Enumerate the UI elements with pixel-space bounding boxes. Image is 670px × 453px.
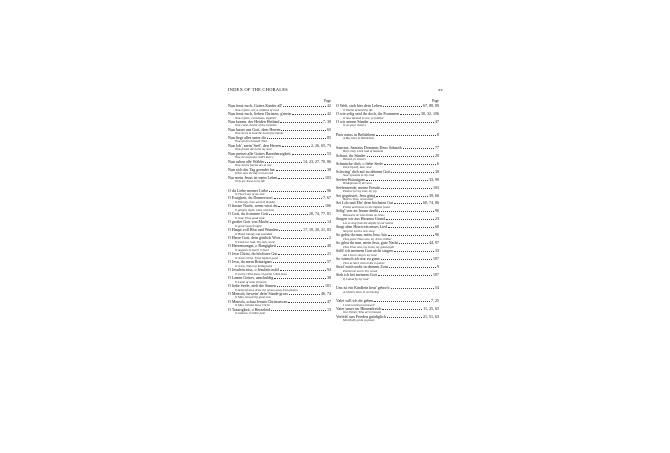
chorale-title: Vater unser im Himmelreich <box>336 305 382 311</box>
chorale-pages: 94 <box>327 267 331 273</box>
leader-dots <box>389 267 436 268</box>
chorale-pages: 7, 67 <box>323 195 331 201</box>
chorale-title: O Jesulein süss, o Jesulein mild <box>228 267 279 273</box>
chorale-translation: A Boy born in Bethlehem <box>343 136 375 141</box>
chorale-entry <box>336 273 439 281</box>
leader-dots <box>399 243 428 244</box>
chorale-translation: Punish me not in Thy wrath <box>343 268 378 273</box>
chorale-translation: Now praise the Lord, my soul <box>235 147 272 152</box>
leader-dots <box>394 203 422 204</box>
leader-dots <box>381 188 432 189</box>
chorale-title: So gehst du nun, mein Jesu, hin <box>336 232 387 238</box>
left-column <box>228 99 331 316</box>
chorale-title: Sei gegrüsset, Jesu gütig <box>336 192 376 198</box>
chorale-translation: Thus at last I wish to die in peace <box>343 260 385 265</box>
chorale-title: Puer natus in Bethlehem <box>336 131 376 137</box>
chorale-title: O wir armen Sünder <box>336 118 369 124</box>
chorale-pages: 53 <box>327 150 331 156</box>
chorale-title: Valet will ich dir geben <box>336 297 374 303</box>
chorale-title: Sanctus, Sanctus Dominus Deus Sabaoth <box>336 144 402 150</box>
page-column-label: Page <box>324 99 331 103</box>
chorale-pages: 7, 25 <box>431 297 439 303</box>
chorale-pages: 107 <box>433 272 439 278</box>
chorale-pages: 77 <box>435 144 439 150</box>
chorale-title: Nun lob', mein' Seel', den Herren <box>228 142 281 148</box>
chorale-translation: Holy, holy, Lord God of Sabaoth <box>343 149 384 154</box>
chorale-pages: 67, 88, 89 <box>423 103 439 108</box>
chorale-title: O großer Gott von Macht <box>228 219 269 225</box>
chorale-title: Nun komm, der Heiden Heiland <box>228 118 280 124</box>
chorale-translation: Let us sing from the depths of our hearts <box>343 220 394 225</box>
chorale-pages: 20, 74, 77, 81 <box>309 211 331 217</box>
chorale-pages: 106 <box>325 203 331 209</box>
leader-dots <box>288 302 326 303</box>
leader-dots <box>292 114 326 115</box>
chorale-translation: O sweet Child Jesus, O gentle Child Jesus <box>235 271 288 276</box>
chorale-translation: Our Father, Who art in heaven <box>343 310 382 315</box>
chorale-title: So gibst du nun, mein Jesu, gute Nacht <box>336 240 399 246</box>
chorale-pages: 11, 25, 65 <box>423 305 439 311</box>
leader-dots <box>394 251 434 252</box>
chorale-title: Sei Lob und Ehr' dem höchsten Gut <box>336 200 394 206</box>
leader-dots <box>366 180 428 181</box>
chorale-title: O Ewigkeit, du Donnerwort <box>228 195 273 201</box>
leader-dots <box>382 309 422 310</box>
leader-dots <box>386 219 434 220</box>
chorale-pages: 47 <box>435 118 439 124</box>
leader-dots <box>271 310 326 311</box>
chorale-title: O Herzensangst, o Bangigkeit <box>228 243 276 249</box>
chorale-title: O du Liebe meiner Liebe <box>228 187 269 193</box>
leader-dots <box>280 270 326 271</box>
chorale-entry <box>228 308 331 316</box>
chorale-translation: O World, behold thy life <box>343 107 373 112</box>
leader-dots <box>292 154 326 155</box>
leader-dots <box>388 235 434 236</box>
chorale-translation: Am I not to sing to my God <box>343 252 377 257</box>
chorale-title: Nur mein Jesus ist mein Leben <box>228 174 278 180</box>
chorale-translation: I wish to bid you farewell <box>343 302 375 307</box>
chorale-title: Uns ist ein Kindlein heut' gebor'n <box>336 285 390 291</box>
chorale-translation: O Man, bewail thy great sins <box>235 295 271 300</box>
chorale-title: Nun sich der Tag geendet hat <box>228 166 275 172</box>
chorale-pages: 7, 30 <box>323 118 331 124</box>
chorale-title: Seelenweide, meine Freude <box>336 184 381 190</box>
chorale-translation: O Jesus, Thou my bridegroom <box>235 263 273 268</box>
leader-dots <box>279 230 302 231</box>
leader-dots <box>381 259 432 260</box>
chorale-pages: 44, 97 <box>429 240 439 246</box>
leader-dots <box>282 146 310 147</box>
chorale-translation: Mercifully grant us peace <box>343 318 375 323</box>
leader-dots <box>400 114 420 115</box>
chorale-pages: 39, 66 <box>429 192 439 198</box>
chorale-translation: Now let all praise God's mercy <box>235 155 274 160</box>
chorale-title: Seelen-Bräutigam <box>336 176 365 182</box>
chorale-title: Schwing' dich auf zu deinem Gott <box>336 168 391 174</box>
leader-dots <box>277 246 326 247</box>
leader-dots <box>289 294 320 295</box>
chorale-translation: O beloved soul, draw thy senses away from desires <box>235 287 298 292</box>
chorale-translation: O sadness, O bitter pain <box>235 311 266 316</box>
chorale-title: O Jesu Christ, du höchstes Gut <box>228 251 278 257</box>
chorale-title: Nun lasset uns Gott, dem Herren <box>228 126 281 132</box>
chorale-pages: 65 <box>327 126 331 132</box>
chorale-title: Straf' mich nicht in deinem Zorn <box>336 264 389 270</box>
leader-dots <box>283 106 326 107</box>
chorale-pages: 42 <box>327 103 331 108</box>
leader-dots <box>278 254 326 255</box>
chorale-pages: 30, 32, 106 <box>421 110 439 116</box>
chorale-pages: 8 <box>437 131 439 137</box>
chorale-pages: 57 <box>327 259 331 265</box>
chorale-title: Schaut, ihr Sünder <box>336 152 366 158</box>
chorale-translation: O great God of might <box>235 223 262 228</box>
chorale-translation: Hail to Thee, Jesus kind <box>343 197 373 202</box>
leader-dots <box>387 317 422 318</box>
chorale-title: So wünsch ich mir zu guter <box>336 256 380 262</box>
chorale-translation: O Lord our God, Thy holy word <box>235 239 275 244</box>
chorale-pages: 30 <box>435 168 439 174</box>
chorale-translation: Only my Jesus is my life <box>235 179 265 184</box>
leader-dots <box>391 172 434 173</box>
chorale-pages: 107 <box>433 256 439 262</box>
chorale-pages: 21, 51, 63 <box>423 313 439 319</box>
chorale-translation: Now let us to God the Lord give thanks <box>235 131 284 136</box>
chorale-title: O Lamm Gottes, unschuldig <box>228 275 274 281</box>
chorale-translation: O Eternity, thou word of thunder <box>235 200 276 205</box>
chorale-pages: 46, 74 <box>321 290 331 296</box>
chorale-pages: 40 <box>327 243 331 249</box>
chorale-translation: O we poor sinners <box>343 123 366 128</box>
chorale-pages: 33, 99 <box>429 176 439 182</box>
chorale-pages: 23 <box>435 216 439 222</box>
chorale-translation: A Child is born to us this day <box>343 289 380 294</box>
leader-dots <box>367 156 434 157</box>
chorale-title: Selig! wer an Jesum denkt <box>336 208 379 214</box>
leader-dots <box>278 206 324 207</box>
leader-dots <box>274 198 322 199</box>
chorale-pages: 38 <box>327 166 331 172</box>
chorale-pages: 17, 18, 20, 21, 83 <box>303 227 331 233</box>
chorale-translation: O Lamb of God, innocent <box>235 279 267 284</box>
chorale-pages: 14, 23, 27, 70, 86 <box>303 158 331 164</box>
chorale-title: Schmücke dich, o liebe Seele <box>336 160 383 166</box>
chorale-title: O finstre Nacht, wenn wirst du <box>228 203 278 209</box>
chorale-translation: Bridegroom of the soul <box>343 181 372 186</box>
leader-dots <box>267 138 326 139</box>
chorale-pages: 2, 26, 65, 73 <box>311 142 331 148</box>
leader-dots <box>376 135 436 136</box>
chorale-translation: Blessed is he who thinks on Jesus <box>343 212 385 217</box>
chorale-entry <box>336 120 439 128</box>
chorale-pages: 21 <box>327 251 331 257</box>
leader-dots <box>379 211 434 212</box>
leader-dots <box>374 301 430 302</box>
chorale-title: Verleih' uns Frieden gnädiglich <box>336 313 386 319</box>
chorale-pages: 42 <box>327 110 331 116</box>
chorale-translation: Now all the forests are at rest <box>235 163 272 168</box>
chorale-title: O Mensch, schau Jesum Christum an <box>228 298 288 304</box>
chorale-title: O Traurigkeit, o Herzeleid <box>228 306 271 312</box>
chorale-title: Singt dem Herrn ein neues Lied <box>336 224 387 230</box>
chorale-title: O Herre Gott, dein göttlich Wort <box>228 235 281 241</box>
chorale-translation: Behold, ye sinners <box>343 157 366 162</box>
chorale-entry <box>228 176 331 184</box>
leader-dots <box>378 275 432 276</box>
chorale-pages: 33 <box>435 248 439 254</box>
chorale-translation: Sing the Lord a new song <box>343 228 375 233</box>
chorale-title: O liebe Seele, zieh die Sinnen <box>228 282 276 288</box>
chorale-title: Sieh ich bei meinem Gott <box>336 272 377 278</box>
chorale-pages: 103 <box>325 174 331 180</box>
leader-dots <box>403 148 434 149</box>
chorale-title: O wie selig seid ihr doch, ihr Frommen <box>336 110 399 116</box>
chorale-pages: 96 <box>435 208 439 214</box>
chorale-pages: 101 <box>325 282 331 288</box>
chorale-title: O Jesu, du mein Bräutigam <box>228 259 272 265</box>
leader-dots <box>270 222 326 223</box>
chorale-title: O Gott, du frommer Gott <box>228 211 269 217</box>
leader-dots <box>276 170 326 171</box>
chorale-translation: Soar upwards to thy God <box>343 173 374 178</box>
chorale-entry <box>336 133 439 141</box>
leader-dots <box>278 178 324 179</box>
chorale-translation: O God, Thou good God <box>235 215 265 220</box>
chorale-pages: 38 <box>327 275 331 281</box>
chorale-title: Nun freut euch, Gottes Kinder all' <box>228 103 283 108</box>
chorale-translation: O Head, bloody and wounded <box>235 231 273 236</box>
chorale-translation: Thus Thou now, my Jesus, my good-night <box>343 244 394 249</box>
chorale-pages: 47 <box>327 298 331 304</box>
chorale-pages: 20 <box>435 152 439 158</box>
chorale-pages: 54 <box>435 285 439 291</box>
chorale-translation: O Jesus Christ, Thou highest good <box>235 255 278 260</box>
chorale-translation: When now the day is at an end <box>235 171 273 176</box>
chorale-pages: 9 <box>437 264 439 270</box>
chorale-translation: O Man, behold Jesus Christ <box>235 303 270 308</box>
leader-dots <box>384 164 436 165</box>
leader-dots <box>281 130 326 131</box>
leader-dots <box>281 238 328 239</box>
chorale-translation: Now all lies beneath Thee <box>235 139 268 144</box>
chorale-entry <box>336 286 439 294</box>
leader-dots <box>391 288 434 289</box>
chorale-pages: 60, 74, 86 <box>423 200 439 206</box>
chorale-title: O Haupt voll Blut und Wunden <box>228 227 279 233</box>
chorale-title: O Mensch, bewein' dein' Sünde gross <box>228 290 288 296</box>
chorale-title: Nun liegt alles unter dir <box>228 134 266 140</box>
chorale-translation: O Thou Love of my love <box>235 192 265 197</box>
leader-dots <box>269 214 308 215</box>
chorale-pages: 96 <box>435 232 439 238</box>
chorale-translation: Pasture for my soul, my joy <box>343 189 377 194</box>
leader-dots <box>280 122 322 123</box>
chorale-translation: Now rejoice, Christians, together <box>235 115 277 120</box>
chorale-pages: 103 <box>433 184 439 190</box>
page-column-label: Page <box>432 99 439 103</box>
leader-dots <box>273 262 326 263</box>
leader-dots <box>370 122 434 123</box>
chorale-translation: Now come, Savior of the Gentiles <box>235 123 277 128</box>
chorale-translation: Praise and honor to the highest Good <box>343 205 390 210</box>
leader-dots <box>274 278 326 279</box>
chorale-translation: Now rejoice, all ye children of God <box>235 107 279 112</box>
chorale-pages: 2 <box>329 235 331 241</box>
right-column <box>336 99 439 323</box>
chorale-translation: O gloomy night, when wilt thou <box>235 207 275 212</box>
page-header <box>228 87 443 92</box>
chorale-title: O Welt, sieh hier dein Leben <box>336 103 382 108</box>
chorale-pages: 60 <box>435 224 439 230</box>
chorale-entry <box>336 315 439 323</box>
page-number: xv <box>438 87 443 92</box>
leader-dots <box>269 191 326 192</box>
leader-dots <box>388 227 434 228</box>
chorale-title: Nun preiset alle Gottes Barmherzigkeit <box>228 150 291 156</box>
leader-dots <box>277 286 324 287</box>
chorale-title: Sollt' ich meinem Gott nicht singen <box>336 248 393 254</box>
chorale-pages: 96 <box>327 187 331 193</box>
chorale-title: Nun ruhen alle Wälder <box>228 158 265 164</box>
leader-dots <box>376 196 428 197</box>
chorale-translation: If I stand by my God <box>343 276 369 281</box>
chorale-pages: 14 <box>327 219 331 225</box>
leader-dots <box>383 106 422 107</box>
chorale-translation: O anguish of heart! O fear! <box>235 247 270 252</box>
chorale-title: Nun freut euch, lieben Christen, g'mein <box>228 110 292 116</box>
chorale-pages: 85 <box>327 134 331 140</box>
chorale-title: Singen wir aus Herzens Grund <box>336 216 386 222</box>
page-title: INDEX OF THE CHORALES <box>228 87 288 92</box>
chorale-translation: Deck thyself, dear soul <box>343 165 372 170</box>
chorale-pages: 13 <box>327 306 331 312</box>
chorale-translation: Thus goest Thou now, my Jesus, thither <box>343 236 392 241</box>
chorale-translation: O how blessed ye are, ye faithful <box>343 115 384 120</box>
chorale-pages: 6 <box>437 160 439 166</box>
